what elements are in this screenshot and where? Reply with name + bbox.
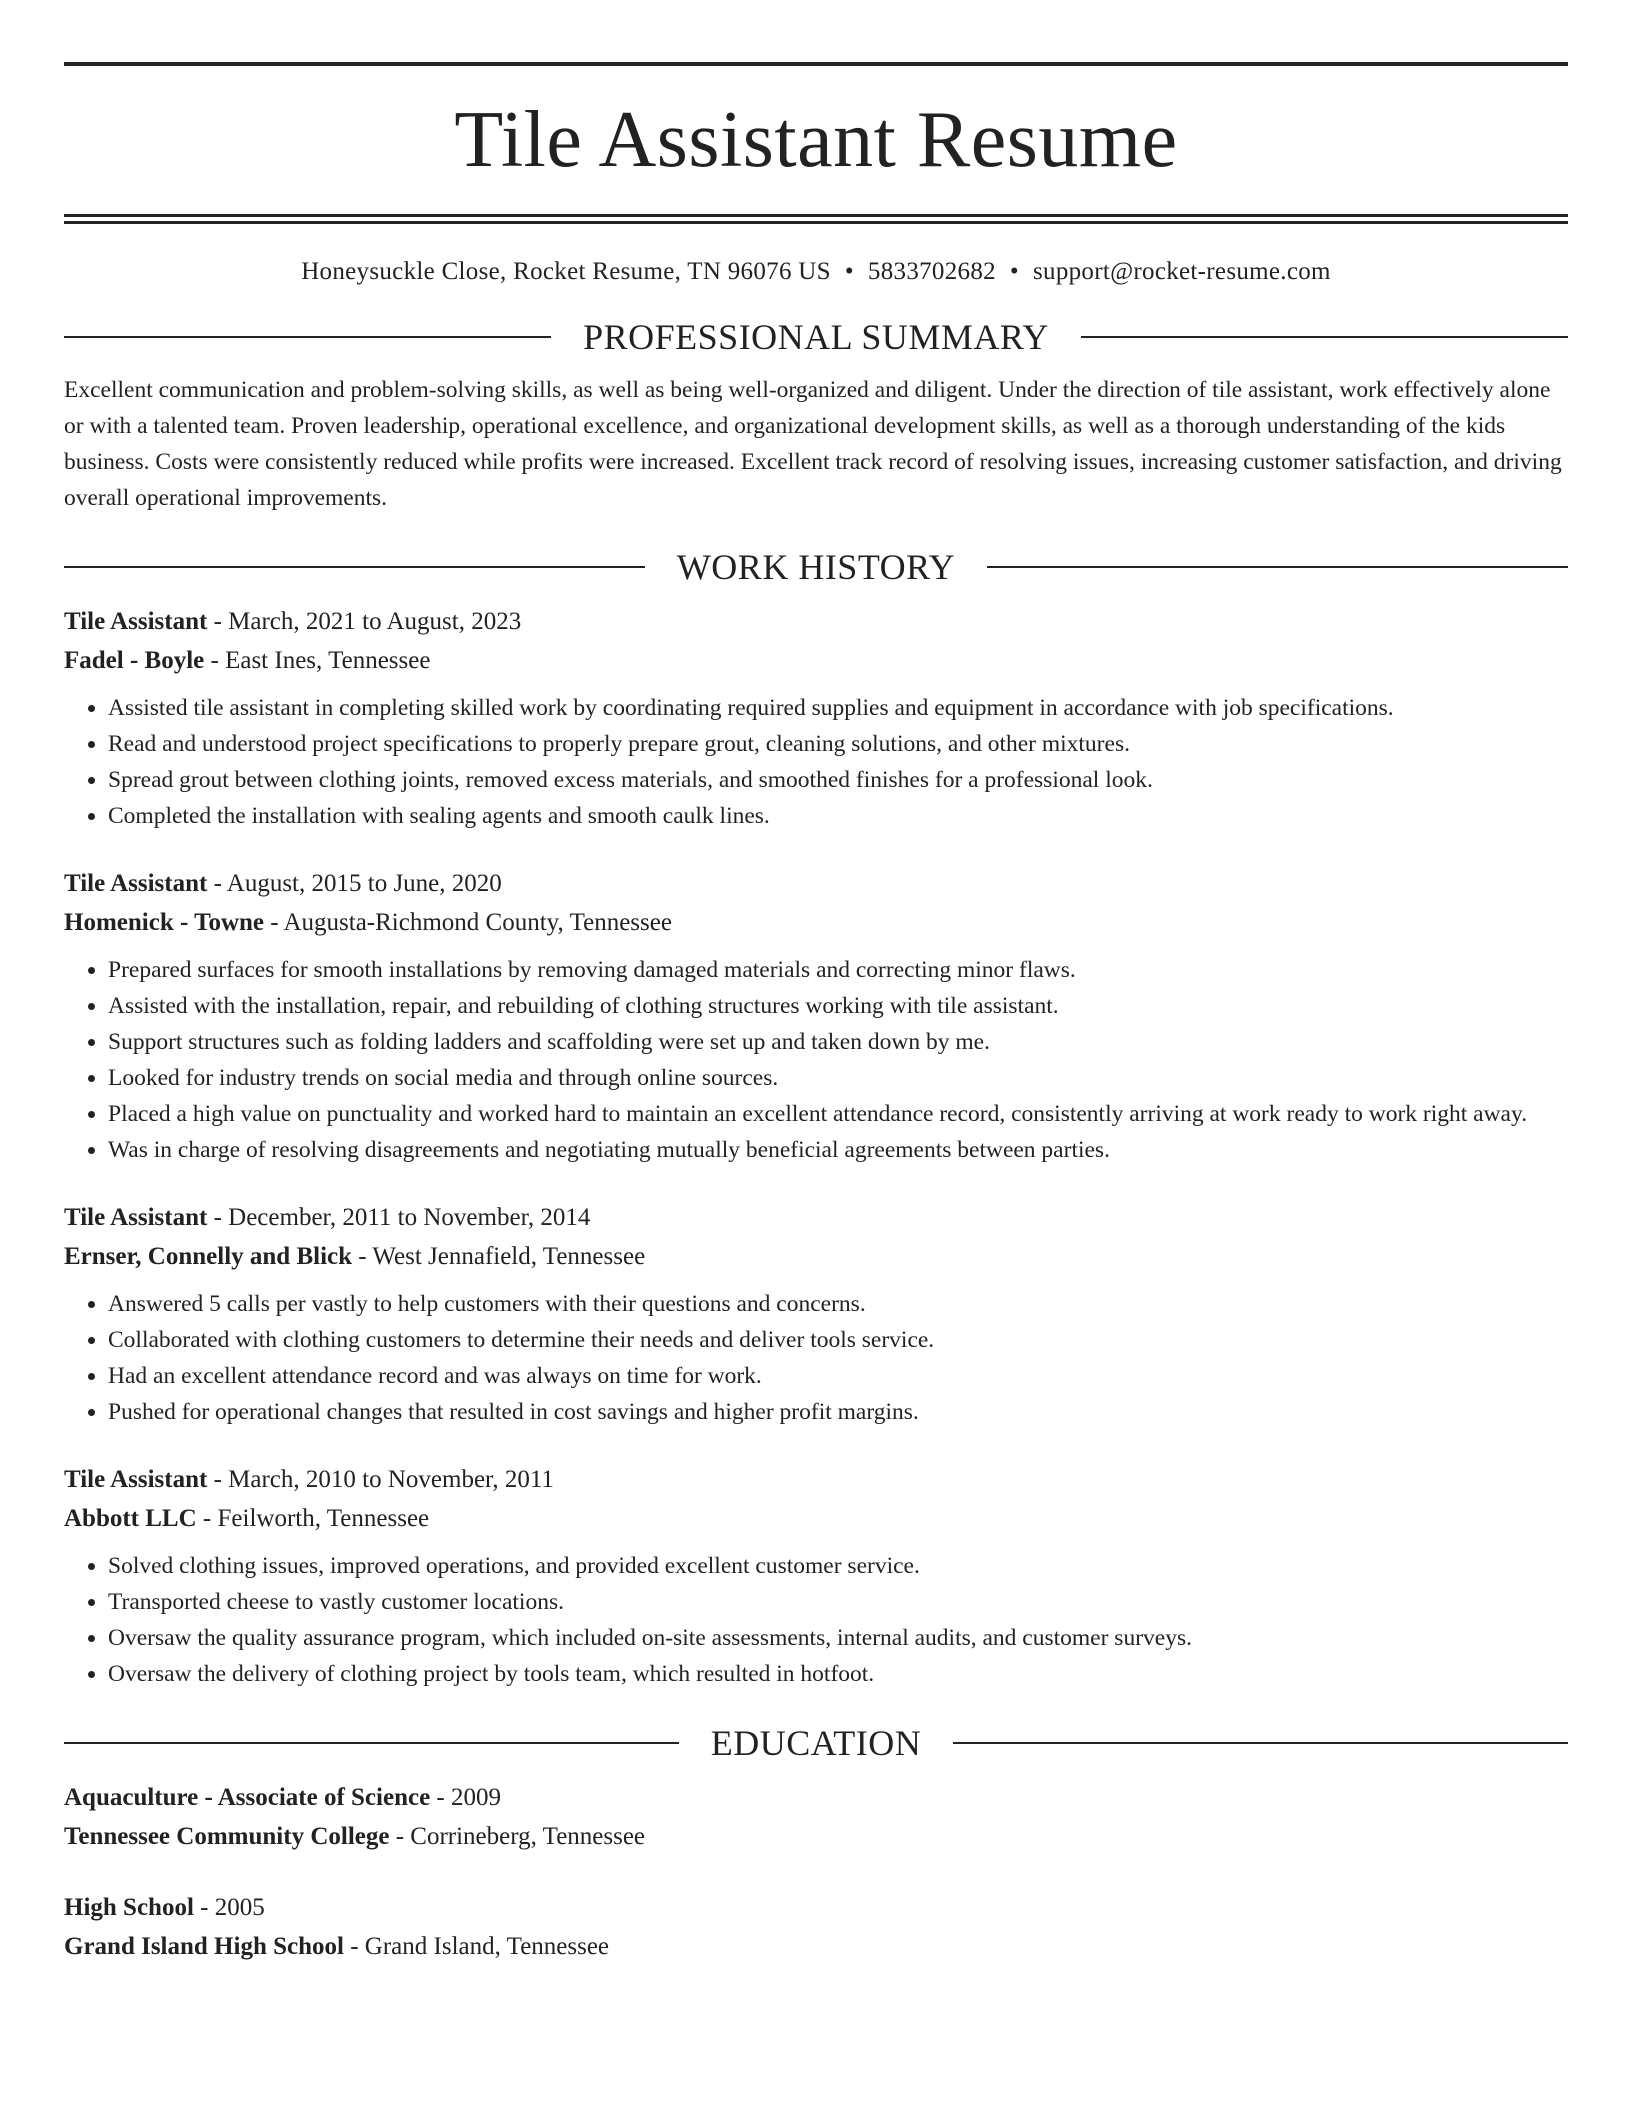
job-bullet: • Read and understood project specifications to properly prepare grout, cleaning solutions, and other mixtures. <box>108 726 1568 762</box>
job-title-line <box>64 1198 1568 1237</box>
education-entry <box>64 1778 1568 1856</box>
job-bullet: • Assisted with the installation, repair, and rebuilding of clothing structures working with tile assistant. <box>108 988 1568 1024</box>
job-bullet: • Completed the installation with sealing agents and smooth caulk lines. <box>108 798 1568 834</box>
education-degree: High School <box>64 1894 194 1921</box>
job-dates: - August, 2015 to June, 2020 <box>207 870 502 897</box>
education-school: Tennessee Community College <box>64 1823 390 1850</box>
job-dates: - March, 2010 to November, 2011 <box>207 1466 554 1493</box>
education-year: - 2009 <box>430 1784 501 1811</box>
job-bullet: • Looked for industry trends on social media and through online sources. <box>108 1060 1568 1096</box>
job-title-line <box>64 864 1568 903</box>
job-location: - Feilworth, Tennessee <box>196 1505 430 1532</box>
job-company-line <box>64 1499 1568 1538</box>
job-company-line <box>64 903 1568 942</box>
job-bullet: • Prepared surfaces for smooth installations by removing damaged materials and correcting minor flaws. <box>108 952 1568 988</box>
job-company: Fadel - Boyle <box>64 647 205 674</box>
section-rule <box>953 1742 1568 1744</box>
job-location: - East Ines, Tennessee <box>204 647 431 674</box>
section-header-summary <box>64 316 1568 358</box>
job-bullets <box>64 690 1568 834</box>
education-degree-line <box>64 1778 1568 1817</box>
job-company-line <box>64 1237 1568 1276</box>
job-location: - West Jennafield, Tennessee <box>352 1243 646 1270</box>
job-bullet: • Pushed for operational changes that resulted in cost savings and higher profit margins. <box>108 1394 1568 1430</box>
job-bullet: • Collaborated with clothing customers to determine their needs and deliver tools service. <box>108 1322 1568 1358</box>
education-location: - Corrineberg, Tennessee <box>389 1823 646 1850</box>
section-title: EDUCATION <box>710 1723 922 1763</box>
section-header-education <box>64 1722 1568 1764</box>
job-bullet: • Support structures such as folding ladders and scaffolding were set up and taken down by me. <box>108 1024 1568 1060</box>
job-entry <box>64 864 1568 1168</box>
job-entry <box>64 1460 1568 1692</box>
contact-phone: 5833702682 <box>867 258 996 285</box>
job-bullet: • Transported cheese to vastly customer locations. <box>108 1584 1568 1620</box>
job-company-line <box>64 641 1568 680</box>
contact-separator: • <box>844 258 854 285</box>
job-company: Abbott LLC <box>64 1505 197 1532</box>
job-title-line <box>64 1460 1568 1499</box>
job-title: Tile Assistant <box>64 1204 208 1231</box>
summary-text: Excellent communication and problem-solving skills, as well as being well-organized and diligent. Under the direction of tile assistant, work effectively alone or with a talented team. Proven leadership, operational excellence, and organizational development skills, as well as a thorough understanding of the kids business. Costs were consistently reduced while profits were increased. Excellent track record of resolving issues, increasing customer satisfaction, and driving overall operational improvements. <box>64 377 1562 511</box>
education-location: - Grand Island, Tennessee <box>343 1933 610 1960</box>
job-company: Ernser, Connelly and Blick <box>64 1243 353 1270</box>
job-entry <box>64 1198 1568 1430</box>
job-bullet: • Spread grout between clothing joints, removed excess materials, and smoothed finishes for a professional look. <box>108 762 1568 798</box>
job-bullet: • Answered 5 calls per vastly to help customers with their questions and concerns. <box>108 1286 1568 1322</box>
education-degree-line <box>64 1888 1568 1927</box>
job-bullets <box>64 952 1568 1168</box>
job-bullet: • Assisted tile assistant in completing skilled work by coordinating required supplies and equipment in accordance with job specifications. <box>108 690 1568 726</box>
job-bullets <box>64 1286 1568 1430</box>
education-school-line <box>64 1817 1568 1856</box>
contact-separator: • <box>1009 258 1019 285</box>
resume-title: Tile Assistant Resume <box>454 96 1178 184</box>
job-bullets <box>64 1548 1568 1692</box>
section-header-work <box>64 546 1568 588</box>
education-year: - 2005 <box>193 1894 265 1921</box>
section-title: WORK HISTORY <box>676 547 956 587</box>
top-rule <box>64 62 1568 66</box>
contact-address: Honeysuckle Close, Rocket Resume, TN 96076 US <box>301 258 831 285</box>
job-bullet: • Had an excellent attendance record and was always on time for work. <box>108 1358 1568 1394</box>
contact-email: support@rocket-resume.com <box>1032 258 1331 285</box>
job-bullet: • Solved clothing issues, improved operations, and provided excellent customer service. <box>108 1548 1568 1584</box>
job-dates: - December, 2011 to November, 2014 <box>207 1204 591 1231</box>
job-title: Tile Assistant <box>64 870 208 897</box>
section-rule <box>1081 336 1568 338</box>
job-bullet: • Oversaw the quality assurance program, which included on-site assessments, internal audits, and customer surveys. <box>108 1620 1568 1656</box>
education-degree: Aquaculture - Associate of Science <box>64 1784 431 1811</box>
job-entry <box>64 602 1568 834</box>
section-rule <box>987 566 1568 568</box>
job-bullet: • Was in charge of resolving disagreements and negotiating mutually beneficial agreements between parties. <box>108 1132 1568 1168</box>
job-dates: - March, 2021 to August, 2023 <box>207 608 522 635</box>
job-bullet: • Placed a high value on punctuality and worked hard to maintain an excellent attendance record, consistently arriving at work ready to work right away. <box>108 1096 1568 1132</box>
job-title: Tile Assistant <box>64 1466 208 1493</box>
title-double-rule <box>64 214 1568 224</box>
contact-line <box>64 258 1568 286</box>
job-bullet: • Oversaw the delivery of clothing project by tools team, which resulted in hotfoot. <box>108 1656 1568 1692</box>
education-school-line <box>64 1927 1568 1966</box>
education-school: Grand Island High School <box>64 1933 344 1960</box>
job-title: Tile Assistant <box>64 608 208 635</box>
education-entry <box>64 1888 1568 1966</box>
section-rule <box>64 1742 679 1744</box>
section-rule <box>64 336 551 338</box>
section-rule <box>64 566 645 568</box>
job-location: - Augusta-Richmond County, Tennessee <box>264 909 672 936</box>
job-company: Homenick - Towne <box>64 909 265 936</box>
section-title: PROFESSIONAL SUMMARY <box>583 317 1049 357</box>
job-title-line <box>64 602 1568 641</box>
